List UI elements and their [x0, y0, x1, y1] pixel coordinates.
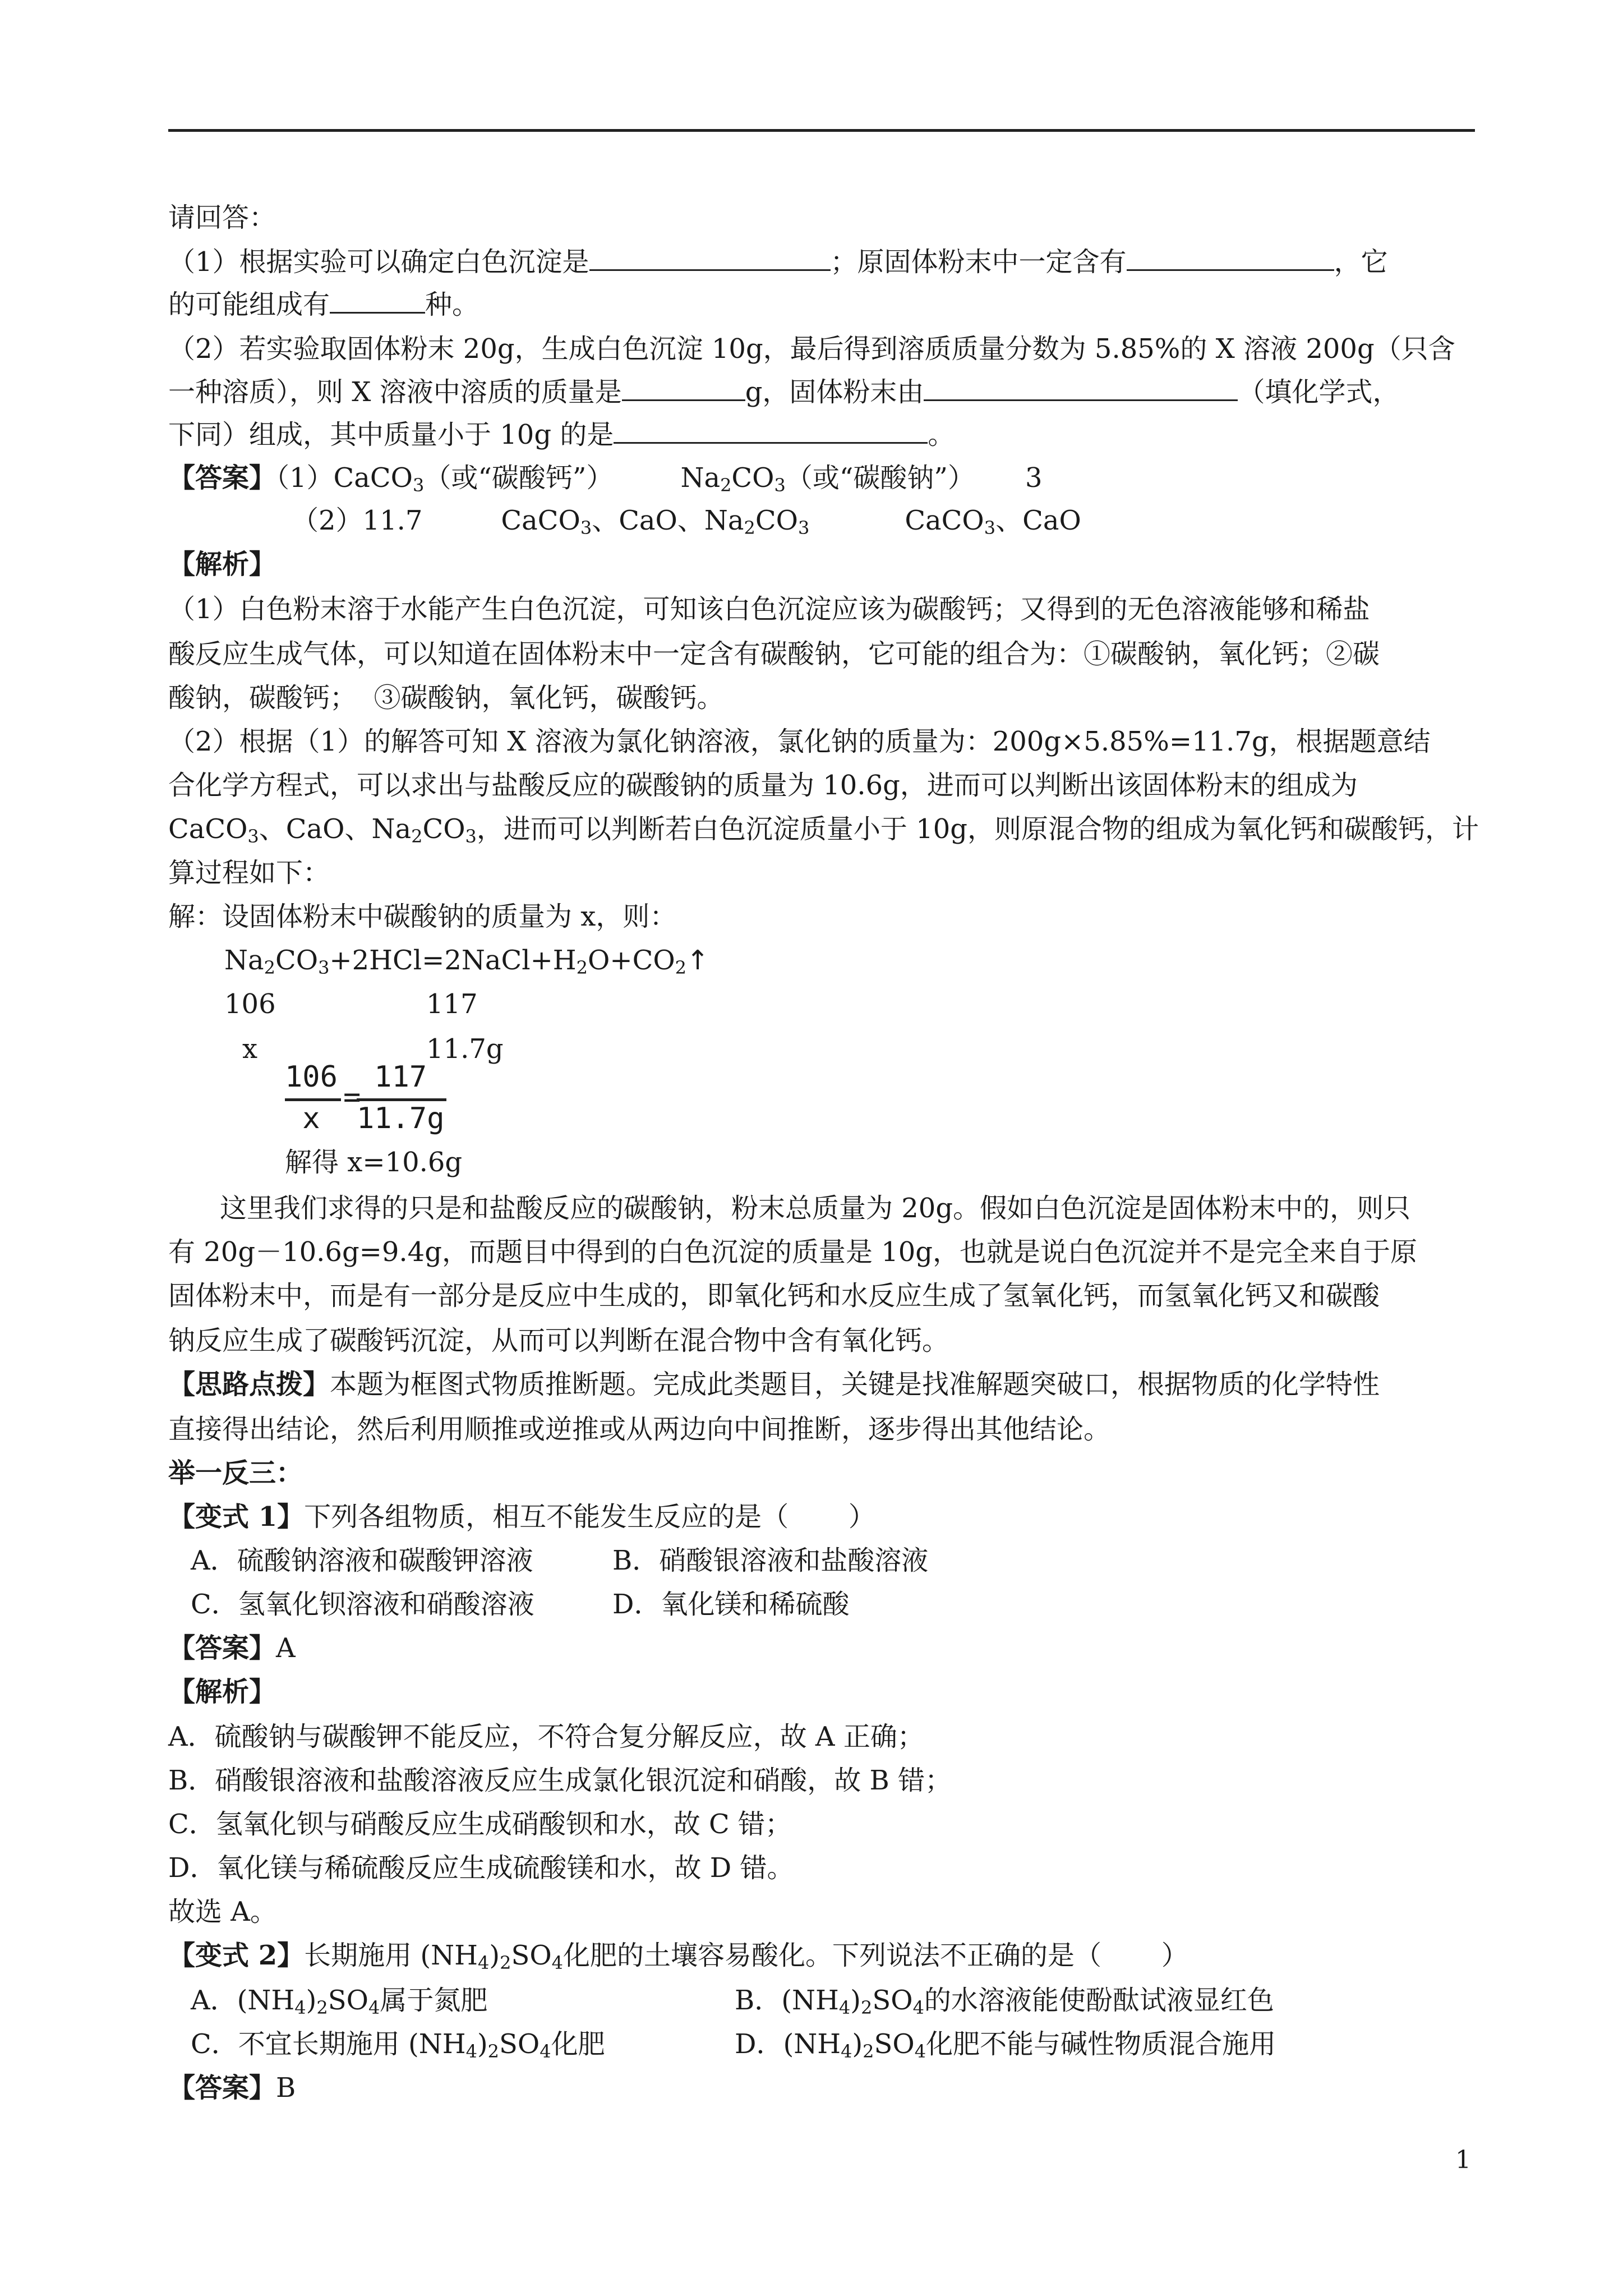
analysis-p2-l2: 合化学方程式，可以求出与盐酸反应的碳酸钠的质量为 10.6g，进而可以判断出该固体粉末的组成为 — [168, 770, 1358, 801]
variant2-option-a: A．$(NH_4)_2SO_4$属于氮肥 — [191, 1985, 488, 2018]
up-arrow-icon: ↑ — [686, 945, 709, 976]
tip-line1: 【思路点拨】本题为框图式物质推断题。完成此类题目，关键是找准解题突破口，根据物质的化学特性 — [168, 1369, 1380, 1400]
variant1-explanation-c: C．氢氧化钡与硝酸反应生成硝酸钡和水，故 C 错； — [168, 1809, 792, 1840]
q2-line3: 下同）组成，其中质量小于 10g 的是 。 — [168, 417, 955, 452]
q2-line2: 一种溶质），则 X 溶液中溶质的质量是 g，固体粉末由 （填化学式， — [168, 375, 1399, 409]
variant1-answer: 【答案】A — [168, 1632, 296, 1664]
solution-intro: 解：设固体粉末中碳酸钠的质量为 x，则： — [168, 901, 677, 932]
variant2-option-c: C．不宜长期施用 $(NH_4)_2SO_4$化肥 — [191, 2028, 605, 2062]
variant1-option-d: D．氧化镁和稀硫酸 — [612, 1589, 850, 1620]
question-intro: 请回答： — [168, 202, 276, 233]
answer-blank[interactable] — [330, 287, 425, 314]
variant2-option-d: D．$(NH_4)_2SO_4$化肥不能与碱性物质混合施用 — [735, 2028, 1276, 2062]
mass-nacl: 11.7g — [426, 1033, 504, 1065]
fraction-equals: = — [343, 1080, 361, 1114]
variant1-explanation-d: D．氧化镁与稀硫酸反应生成硫酸镁和水，故 D 错。 — [168, 1852, 794, 1884]
answer-blank[interactable] — [924, 375, 1238, 401]
variant2-answer: 【答案】B — [168, 2072, 296, 2104]
analysis-label: 【解析】 — [168, 549, 276, 580]
variant1-stem: 【变式 1】下列各组物质，相互不能发生反应的是（ ） — [168, 1501, 875, 1533]
fraction-106-over-x: 106 x — [285, 1060, 347, 1139]
page-number: 1 — [1455, 2146, 1471, 2174]
solution-result: 解得 x=10.6g — [285, 1147, 463, 1178]
answer-blank[interactable] — [1127, 245, 1334, 271]
fraction-117-over-11.7g: 117 11.7g — [357, 1060, 452, 1139]
q1-line1: （1）根据实验可以确定白色沉淀是 ；原固体粉末中一定含有 ，它 — [168, 245, 1388, 279]
molar-mass-na2co3: 106 — [224, 988, 276, 1020]
q1-line2: 的可能组成有 种。 — [168, 287, 479, 321]
analysis-p2-l1: （2）根据（1）的解答可知 X 溶液为氯化钠溶液，氯化钠的质量为：200g×5.85%=11.7g，根据题意结 — [168, 726, 1431, 757]
discussion-l3: 固体粉末中，而是有一部分是反应中生成的，即氧化钙和水反应生成了氢氧化钙，而氢氧化钙又和碳酸 — [168, 1280, 1380, 1312]
answer-blank[interactable] — [614, 417, 928, 444]
analysis-p1-l1: （1）白色粉末溶于水能产生白色沉淀，可知该白色沉淀应该为碳酸钙；又得到的无色溶液能够和稀盐 — [168, 593, 1370, 625]
answer-line1: 【答案】（1）CaCO$_3$（或“碳酸钙”） $Na_2CO_3$（或“碳酸钠”） 3 — [168, 462, 1043, 496]
variant1-option-a: A．硫酸钠溶液和碳酸钾溶液 — [191, 1545, 533, 1576]
tip-line2: 直接得出结论，然后利用顺推或逆推或从两边向中间推断，逐步得出其他结论。 — [168, 1414, 1111, 1445]
variant2-option-b: B．$(NH_4)_2SO_4$的水溶液能使酚酞试液显红色 — [735, 1985, 1274, 2018]
chemical-equation: $Na_2CO_3+2HCl=2NaCl+H_2O+CO_2↑$ — [224, 945, 709, 978]
answer-line2: （2）11.7 CaCO$_3$、CaO、$Na_2CO_3$ CaCO$_3$、CaO — [292, 505, 1081, 539]
analysis-p2-l4: 算过程如下： — [168, 857, 330, 889]
variant1-explanation-b: B．硝酸银溶液和盐酸溶液反应生成氯化银沉淀和硝酸，故 B 错； — [168, 1765, 952, 1796]
header-rule — [168, 129, 1475, 132]
practice-title: 举一反三： — [168, 1457, 303, 1489]
variant1-analysis-label: 【解析】 — [168, 1676, 276, 1708]
analysis-p1-l2: 酸反应生成气体，可以知道在固体粉末中一定含有碳酸钠，它可能的组合为：①碳酸钠，氧化钙；②碳 — [168, 638, 1380, 670]
q2-line1: （2）若实验取固体粉末 20g，生成白色沉淀 10g，最后得到溶质质量分数为 5.85%的 X 溶液 200g（只含 — [168, 333, 1455, 365]
variant2-stem: 【变式 2】长期施用 $(NH_4)_2SO_4$化肥的土壤容易酸化。下列说法不正确的是（ ） — [168, 1940, 1188, 1973]
answer-blank[interactable] — [622, 375, 745, 401]
unknown-mass-x: x — [242, 1033, 258, 1065]
variant1-option-c: C．氢氧化钡溶液和硝酸溶液 — [191, 1589, 534, 1620]
variant1-conclusion: 故选 A。 — [168, 1896, 277, 1927]
discussion-l4: 钠反应生成了碳酸钙沉淀，从而可以判断在混合物中含有氧化钙。 — [168, 1325, 949, 1356]
molar-mass-nacl: 117 — [426, 988, 478, 1020]
analysis-p2-l3: CaCO$_3$、CaO、$Na_2CO_3$，进而可以判断若白色沉淀质量小于 10g，则原混合物的组成为氧化钙和碳酸钙，计 — [168, 813, 1479, 847]
analysis-p1-l3: 酸钠，碳酸钙； ③碳酸钠，氧化钙，碳酸钙。 — [168, 682, 724, 714]
discussion-l1: 这里我们求得的只是和盐酸反应的碳酸钠，粉末总质量为 20g。假如白色沉淀是固体粉末中的，则只 — [220, 1193, 1411, 1224]
variant1-explanation-a: A．硫酸钠与碳酸钾不能反应，不符合复分解反应，故 A 正确； — [168, 1721, 924, 1752]
answer-blank[interactable] — [589, 245, 831, 271]
discussion-l2: 有 20g－10.6g=9.4g，而题目中得到的白色沉淀的质量是 10g，也就是说白色沉淀并不是完全来自于原 — [168, 1236, 1418, 1268]
variant1-option-b: B．硝酸银溶液和盐酸溶液 — [612, 1545, 929, 1576]
